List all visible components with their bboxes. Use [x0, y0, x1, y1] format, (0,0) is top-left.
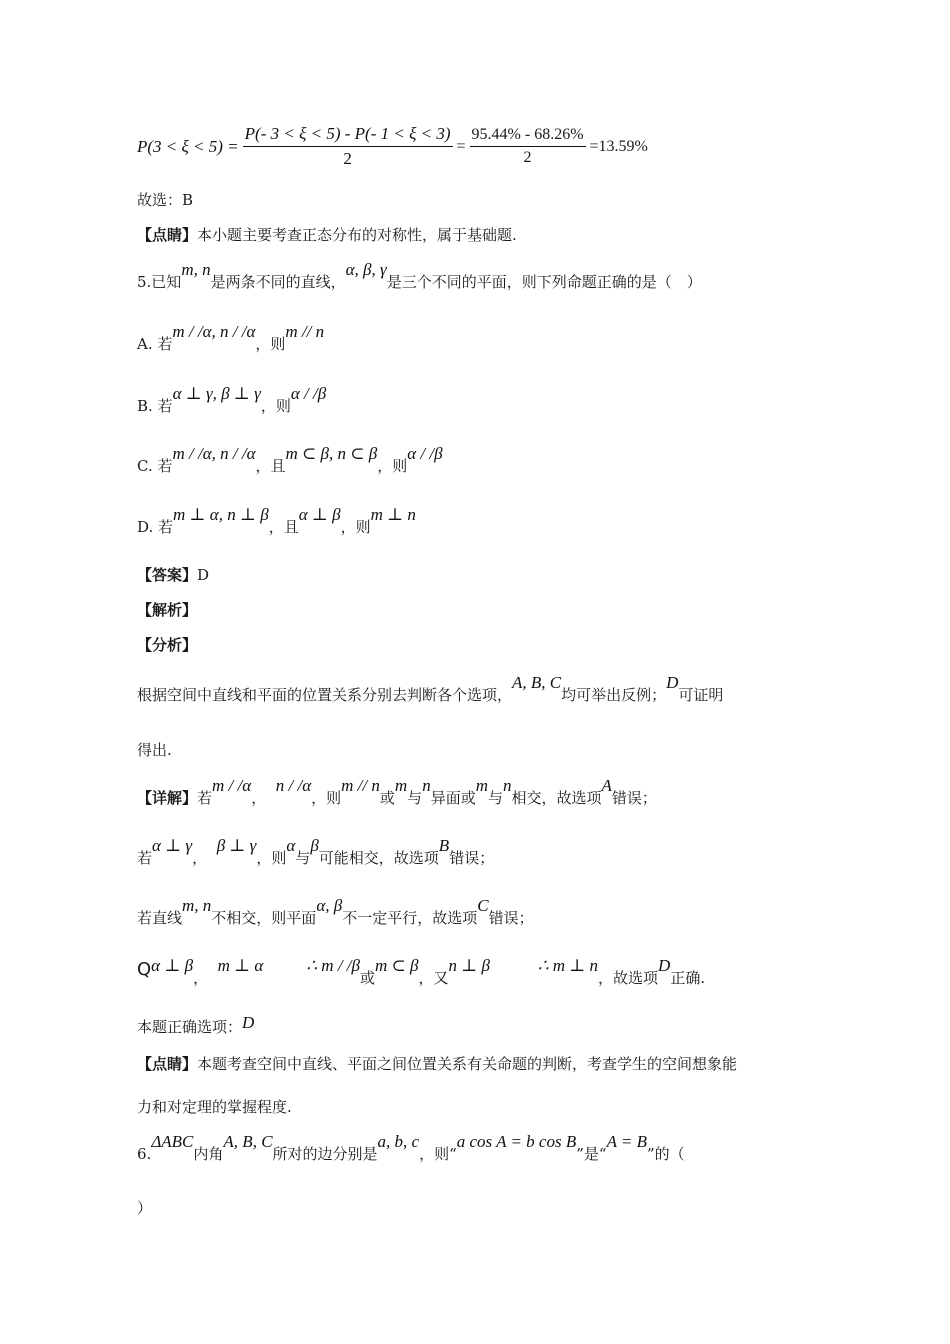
detail1-m4: m [394, 776, 408, 795]
q5-stem-b: 是三个不同的平面，则下列命题正确的是（ ） [386, 273, 702, 291]
option-b-condition: α ⊥ γ, β ⊥ γ [172, 384, 261, 403]
q6-t6: ） [137, 1199, 153, 1217]
q6-angles: A, B, C [223, 1132, 273, 1151]
detail1-t8: 错误； [611, 789, 657, 807]
dianjing-line-1 [137, 1054, 737, 1074]
q5-lines-mn: m, n [181, 260, 211, 279]
detail1-t3: 或 [379, 789, 395, 807]
detail1-t7: 相交，故选项 [511, 789, 602, 807]
option-c-sep-1: ，且 [255, 457, 286, 475]
detail-tag: 【详解】 [137, 789, 198, 807]
detail2-m2: β ⊥ γ [216, 836, 257, 855]
q5-option-d [137, 505, 416, 537]
detail1-t2: ，则 [311, 789, 342, 807]
detail-line-3 [137, 896, 534, 928]
q5-stem-a: 是两条不同的直线， [210, 273, 346, 291]
detail1-m8: A [601, 776, 612, 795]
q6-triangle: ΔABC [151, 1132, 194, 1151]
q6-t2: 所对的边分别是 [272, 1145, 378, 1163]
dianjing-text-b: 力和对定理的掌握程度. [137, 1098, 292, 1116]
fenxi-abc: A, B, C [512, 673, 562, 692]
option-b-conclusion: α / /β [290, 384, 327, 403]
q6-t4: ”是“ [576, 1145, 607, 1163]
detail2-t3: 与 [295, 849, 311, 867]
detail3-t3: 错误； [488, 909, 534, 927]
q6-sides: a, b, c [377, 1132, 420, 1151]
option-d-sep-1: ，且 [268, 518, 299, 536]
fraction-2-denominator: 2 [523, 149, 532, 166]
dianjing-line-2 [137, 1097, 292, 1117]
because-symbol: Q [137, 959, 152, 980]
analysis-tag: 【解析】 [137, 601, 198, 619]
detail4-t4: ，又 [418, 969, 449, 987]
detail4-t6: ，故选项 [598, 969, 659, 987]
correct-value: D [242, 1013, 255, 1032]
detail3-t2: 不一定平行，故选项 [342, 909, 478, 927]
q6-condition: a cos A = b cos B [456, 1132, 577, 1151]
detail1-m1: m / /α [212, 776, 252, 795]
option-d-sep-2: ，则 [340, 518, 371, 536]
fenxi-text-a: 根据空间中直线和平面的位置关系分别去判断各个选项， [137, 686, 513, 704]
option-c-label: C. 若 [137, 457, 173, 475]
detail-line-1 [137, 776, 657, 808]
detail4-t7: 正确. [670, 969, 706, 987]
detail4-t1: ， [193, 969, 209, 987]
note-tag: 【点睛】 [137, 226, 198, 244]
q6-t5: ”的（ [647, 1145, 685, 1163]
q6-stem [137, 1132, 685, 1164]
option-a-sep: ，则 [255, 335, 286, 353]
detail2-t5: 错误； [449, 849, 495, 867]
correct-option-line [137, 1013, 255, 1037]
formula-equals: = [456, 137, 466, 155]
formula-lhs: P(3 < ξ < 5) = [137, 136, 239, 156]
answer-tag: 【答案】 [137, 566, 198, 584]
detail2-m5: B [438, 836, 450, 855]
fenxi-text-b: 均可举出反例； [561, 686, 667, 704]
detail4-m5: n ⊥ β [448, 956, 490, 975]
detail4-m2: m ⊥ α [217, 956, 264, 975]
fraction-2-numerator: 95.44% - 68.26% [470, 126, 586, 147]
option-c-sep-2: ，则 [377, 457, 408, 475]
detail-line-4 [137, 956, 706, 988]
note-text: 本小题主要考查正态分布的对称性，属于基础题. [197, 226, 517, 244]
detail1-m7: n [503, 776, 512, 795]
detail4-m7: D [658, 956, 671, 975]
detail2-t1: ， [192, 849, 208, 867]
detail3-m1: m, n [182, 896, 212, 915]
answer-value: D [197, 566, 210, 584]
detail2-t0: 若 [137, 849, 153, 867]
fenxi-text-d: 得出. [137, 741, 172, 759]
detail-line-2 [137, 836, 495, 868]
fraction-1-denominator: 2 [343, 149, 352, 168]
fraction-1-numerator: P(- 3 < ξ < 5) - P(- 1 < ξ < 3) [243, 124, 453, 147]
option-b-sep: ，则 [260, 397, 291, 415]
q5-option-a [137, 322, 325, 354]
q4-note-line [137, 225, 517, 245]
q6-target: A = B [606, 1132, 647, 1151]
option-b-label: B. 若 [137, 397, 173, 415]
option-d-condition-2: α ⊥ β [298, 505, 341, 524]
option-a-label: A. 若 [137, 335, 173, 353]
q5-fenxi-heading [137, 635, 197, 655]
dianjing-text-a: 本题考查空间中直线、平面之间位置关系有关命题的判断，考查学生的空间想象能 [197, 1055, 738, 1073]
option-c-condition-1: m / /α, n / /α [172, 444, 256, 463]
option-a-condition: m / /α, n / /α [172, 322, 256, 341]
option-c-conclusion: α / /β [407, 444, 443, 463]
detail1-m6: m [475, 776, 488, 795]
q5-answer [137, 565, 209, 585]
q5-stem [137, 260, 702, 292]
detail2-t4: 可能相交，故选项 [318, 849, 439, 867]
detail3-t0: 若直线 [137, 909, 183, 927]
option-c-condition-2: m ⊂ β, n ⊂ β [285, 444, 378, 463]
option-d-conclusion: m ⊥ n [370, 505, 416, 524]
fenxi-text-c: 可证明 [678, 686, 724, 704]
fenxi-d: D [666, 673, 679, 692]
detail1-m5: n [422, 776, 431, 795]
q6-t1: 内角 [193, 1145, 224, 1163]
detail2-m3: α [286, 836, 296, 855]
detail4-m3: ∴ m / /β [306, 956, 360, 975]
detail1-m2: n / /α [275, 776, 312, 795]
detail4-m6: ∴ m ⊥ n [537, 956, 599, 975]
option-a-conclusion: m // n [285, 322, 325, 341]
detail3-t1: 不相交，则平面 [211, 909, 317, 927]
q5-number: 5.已知 [137, 273, 182, 291]
detail1-t4: 与 [407, 789, 423, 807]
fenxi-paragraph-line-1 [137, 673, 724, 705]
q5-planes: α, β, γ [345, 260, 387, 279]
detail2-m4: β [310, 836, 319, 855]
detail2-t2: ，则 [256, 849, 287, 867]
q6-t3: ，则“ [419, 1145, 457, 1163]
detail4-t3: 或 [360, 969, 376, 987]
detail1-m3: m // n [341, 776, 380, 795]
dianjing-tag: 【点睛】 [137, 1055, 198, 1073]
q5-option-b [137, 384, 327, 416]
probability-formula [137, 124, 648, 174]
correct-text: 本题正确选项： [137, 1018, 243, 1036]
detail1-t5: 异面或 [430, 789, 476, 807]
fenxi-paragraph-line-2 [137, 740, 172, 760]
detail3-m2: α, β [316, 896, 343, 915]
q5-analysis-heading [137, 600, 197, 620]
choose-text: 故选：B [137, 191, 194, 209]
q6-number: 6. [137, 1145, 152, 1163]
formula-fraction-1 [243, 124, 453, 169]
option-d-label: D. 若 [137, 518, 174, 536]
choose-line [137, 190, 193, 210]
fenxi-tag: 【分析】 [137, 636, 198, 654]
detail1-t0: 若 [197, 789, 213, 807]
option-d-condition-1: m ⊥ α, n ⊥ β [173, 505, 269, 524]
detail1-t1: ， [251, 789, 267, 807]
detail3-m3: C [477, 896, 489, 915]
detail1-t6: 与 [487, 789, 503, 807]
detail4-m1: α ⊥ β [151, 956, 194, 975]
q6-stem-cont [137, 1198, 152, 1218]
detail4-m4: m ⊂ β [375, 956, 419, 975]
q5-option-c [137, 444, 443, 476]
detail2-m1: α ⊥ γ [152, 836, 193, 855]
formula-result: =13.59% [589, 137, 648, 155]
formula-fraction-2 [470, 126, 586, 167]
